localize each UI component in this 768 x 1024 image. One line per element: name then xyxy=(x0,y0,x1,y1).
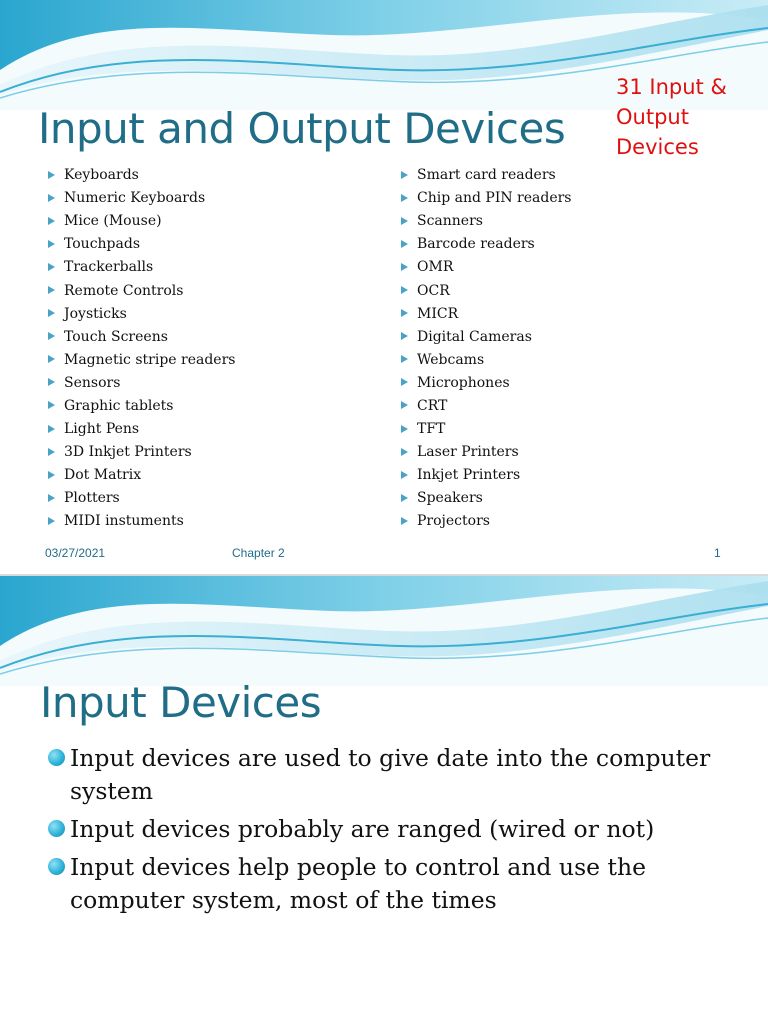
device-label: Projectors xyxy=(417,513,490,530)
triangle-bullet-icon xyxy=(401,217,408,225)
device-label: Speakers xyxy=(417,490,483,507)
device-label: Barcode readers xyxy=(417,236,535,253)
device-list-item xyxy=(48,441,235,464)
footer-date: 03/27/2021 xyxy=(45,546,106,560)
triangle-bullet-icon xyxy=(48,309,55,317)
bullet-text: Input devices help people to control and use the computer system, most of the times xyxy=(70,853,646,914)
footer-page-number: 1 xyxy=(714,546,721,560)
device-list-item xyxy=(401,510,572,533)
device-label: Touch Screens xyxy=(64,328,168,345)
device-list-item xyxy=(48,279,235,302)
slide-title: Input and Output Devices xyxy=(38,104,566,153)
device-list-item xyxy=(48,303,235,326)
triangle-bullet-icon xyxy=(401,378,408,386)
device-list-item xyxy=(48,418,235,441)
device-label: Magnetic stripe readers xyxy=(64,351,236,368)
bullet-point xyxy=(48,851,748,917)
device-label: MICR xyxy=(417,305,459,322)
triangle-bullet-icon xyxy=(48,171,55,179)
triangle-bullet-icon xyxy=(401,471,408,479)
bullet-text: Input devices are used to give date into the computer system xyxy=(70,744,711,805)
triangle-bullet-icon xyxy=(48,240,55,248)
device-label: Keyboards xyxy=(64,167,139,184)
device-list-item xyxy=(48,187,235,210)
triangle-bullet-icon xyxy=(401,494,408,502)
device-label: 3D Inkjet Printers xyxy=(64,444,192,461)
device-list-item xyxy=(48,210,235,233)
bullet-text: Input devices probably are ranged (wired or not) xyxy=(70,815,655,843)
device-list-item xyxy=(48,487,235,510)
device-list-item xyxy=(48,164,235,187)
header-wave-decoration xyxy=(0,576,768,686)
device-count-callout: 31 Input & Output Devices xyxy=(616,75,727,159)
device-list-item xyxy=(401,187,572,210)
device-list-item xyxy=(401,487,572,510)
triangle-bullet-icon xyxy=(48,378,55,386)
triangle-bullet-icon xyxy=(401,263,408,271)
device-label: Numeric Keyboards xyxy=(64,190,206,207)
triangle-bullet-icon xyxy=(401,194,408,202)
triangle-bullet-icon xyxy=(401,286,408,294)
round-bullet-icon xyxy=(48,820,65,837)
device-list-item xyxy=(48,395,235,418)
device-label: Touchpads xyxy=(64,236,141,253)
triangle-bullet-icon xyxy=(48,217,55,225)
device-list-item xyxy=(401,418,572,441)
device-list-item xyxy=(401,395,572,418)
device-list-item xyxy=(401,256,572,279)
slide-2-title: Input Devices xyxy=(40,678,322,727)
device-label: Smart card readers xyxy=(417,167,556,184)
device-label: Laser Printers xyxy=(417,444,519,461)
device-list-item xyxy=(401,279,572,302)
device-list-item xyxy=(401,210,572,233)
device-list-item xyxy=(401,441,572,464)
round-bullet-icon xyxy=(48,858,65,875)
device-list-item xyxy=(48,372,235,395)
device-list-item xyxy=(401,349,572,372)
triangle-bullet-icon xyxy=(48,471,55,479)
device-label: TFT xyxy=(417,421,446,438)
triangle-bullet-icon xyxy=(401,332,408,340)
device-list-item xyxy=(401,372,572,395)
device-label: Chip and PIN readers xyxy=(417,190,572,207)
triangle-bullet-icon xyxy=(48,401,55,409)
triangle-bullet-icon xyxy=(48,448,55,456)
device-label: Inkjet Printers xyxy=(417,467,521,484)
device-list-item xyxy=(48,510,235,533)
device-label: Webcams xyxy=(417,351,485,368)
triangle-bullet-icon xyxy=(401,517,408,525)
device-label: Scanners xyxy=(417,213,483,230)
triangle-bullet-icon xyxy=(48,425,55,433)
triangle-bullet-icon xyxy=(48,286,55,294)
device-label: Mice (Mouse) xyxy=(64,213,162,230)
device-list-item xyxy=(48,464,235,487)
device-list-item xyxy=(401,233,572,256)
device-list-item xyxy=(48,256,235,279)
device-label: Light Pens xyxy=(64,421,140,438)
device-label: Microphones xyxy=(417,374,510,391)
device-label: Remote Controls xyxy=(64,282,184,299)
device-list-right xyxy=(401,164,572,534)
device-list-item xyxy=(401,326,572,349)
device-label: Joysticks xyxy=(64,305,127,322)
device-list-item xyxy=(401,164,572,187)
round-bullet-icon xyxy=(48,749,65,766)
bullet-point xyxy=(48,813,748,846)
device-label: Plotters xyxy=(64,490,120,507)
device-list-left xyxy=(48,164,235,534)
bullet-point xyxy=(48,742,748,808)
triangle-bullet-icon xyxy=(401,171,408,179)
device-label: OMR xyxy=(417,259,454,276)
device-label: Graphic tablets xyxy=(64,397,174,414)
triangle-bullet-icon xyxy=(401,309,408,317)
triangle-bullet-icon xyxy=(48,194,55,202)
device-list-item xyxy=(48,349,235,372)
triangle-bullet-icon xyxy=(48,517,55,525)
triangle-bullet-icon xyxy=(401,401,408,409)
device-list-item xyxy=(401,464,572,487)
slide-2-bullets xyxy=(48,742,748,922)
triangle-bullet-icon xyxy=(48,355,55,363)
triangle-bullet-icon xyxy=(401,448,408,456)
device-list-item xyxy=(401,303,572,326)
device-label: OCR xyxy=(417,282,450,299)
device-label: Trackerballs xyxy=(64,259,154,276)
device-label: Digital Cameras xyxy=(417,328,532,345)
device-label: MIDI instuments xyxy=(64,513,184,530)
device-list-item xyxy=(48,326,235,349)
triangle-bullet-icon xyxy=(48,494,55,502)
triangle-bullet-icon xyxy=(401,240,408,248)
device-list-item xyxy=(48,233,235,256)
triangle-bullet-icon xyxy=(48,332,55,340)
triangle-bullet-icon xyxy=(401,355,408,363)
triangle-bullet-icon xyxy=(48,263,55,271)
triangle-bullet-icon xyxy=(401,425,408,433)
device-label: CRT xyxy=(417,397,448,414)
device-label: Sensors xyxy=(64,374,121,391)
device-label: Dot Matrix xyxy=(64,467,142,484)
footer-chapter: Chapter 2 xyxy=(232,546,285,560)
